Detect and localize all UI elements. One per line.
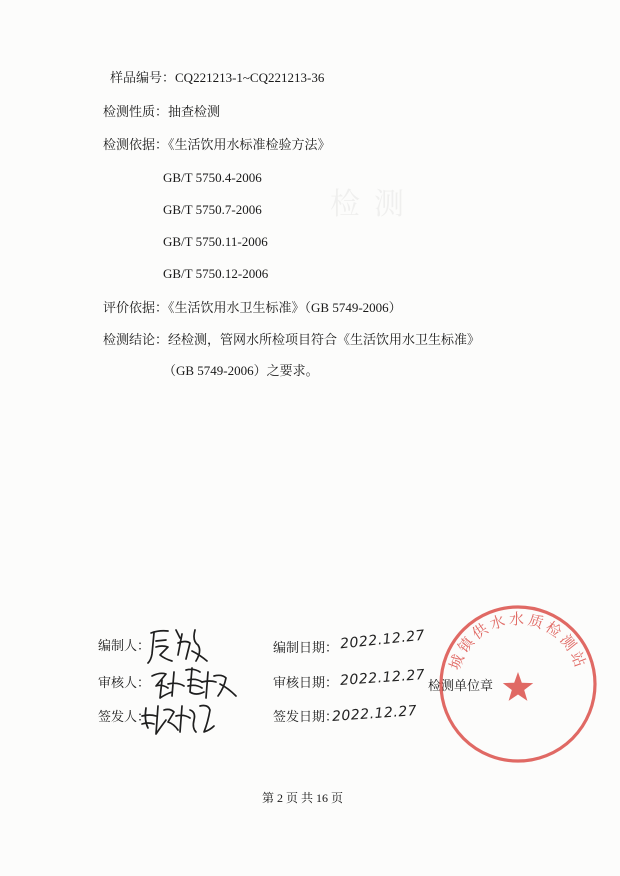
test-nature-row: [103, 104, 220, 120]
test-nature-label: 检测性质：: [103, 104, 169, 119]
issuer-signature: [138, 698, 218, 740]
review-date-handwritten: 2022.12.27: [339, 667, 426, 689]
page-number: 第 2 页 共 16 页: [262, 791, 344, 805]
sample-number-value: CQ221213-1~CQ221213-36: [175, 70, 325, 85]
compile-date-label: 编制日期：: [273, 640, 339, 655]
compile-date-handwritten: 2022.12.27: [339, 627, 426, 653]
conclusion-text: 经检测，管网水所检项目符合《生活饮用水卫生标准》: [168, 332, 481, 347]
sample-number-row: [110, 70, 324, 86]
standard-item: GB/T 5750.7-2006: [163, 202, 262, 217]
standard-item: GB/T 5750.4-2006: [163, 170, 262, 185]
standard-item: GB/T 5750.12-2006: [163, 266, 269, 281]
evaluation-basis-label: 评价依据：: [103, 300, 169, 315]
seal-label: 检测单位章: [428, 678, 494, 693]
test-nature-value: 抽查检测: [168, 104, 221, 119]
conclusion-row: [103, 332, 480, 348]
sample-number-label: 样品编号：: [110, 70, 176, 85]
review-date-label: 审核日期：: [273, 675, 339, 690]
issuer-label: 签发人：: [98, 709, 151, 724]
official-seal: [436, 602, 600, 766]
compiler-signature: [145, 625, 211, 665]
test-basis-row: [103, 137, 331, 153]
seal-text: 城镇供水水质检测站: [445, 610, 591, 673]
test-basis-value: 《生活饮用水标准检验方法》: [168, 137, 331, 152]
evaluation-basis-value: 《生活饮用水卫生标准》（GB 5749-2006）: [168, 300, 402, 315]
compiler-label: 编制人：: [98, 638, 151, 653]
test-basis-label: 检测依据：: [103, 137, 169, 152]
issue-date-handwritten: 2022.12.27: [331, 703, 418, 725]
standard-item: GB/T 5750.11-2006: [163, 234, 268, 249]
bleed-through-text: 检测: [330, 187, 418, 222]
conclusion-label: 检测结论：: [103, 332, 169, 347]
seal-star-icon: [503, 672, 533, 701]
reviewer-label: 审核人：: [98, 675, 151, 690]
issue-date-label: 签发日期：: [273, 709, 339, 724]
conclusion-text-continued: （GB 5749-2006）之要求。: [163, 363, 319, 378]
evaluation-basis-row: [103, 300, 402, 316]
